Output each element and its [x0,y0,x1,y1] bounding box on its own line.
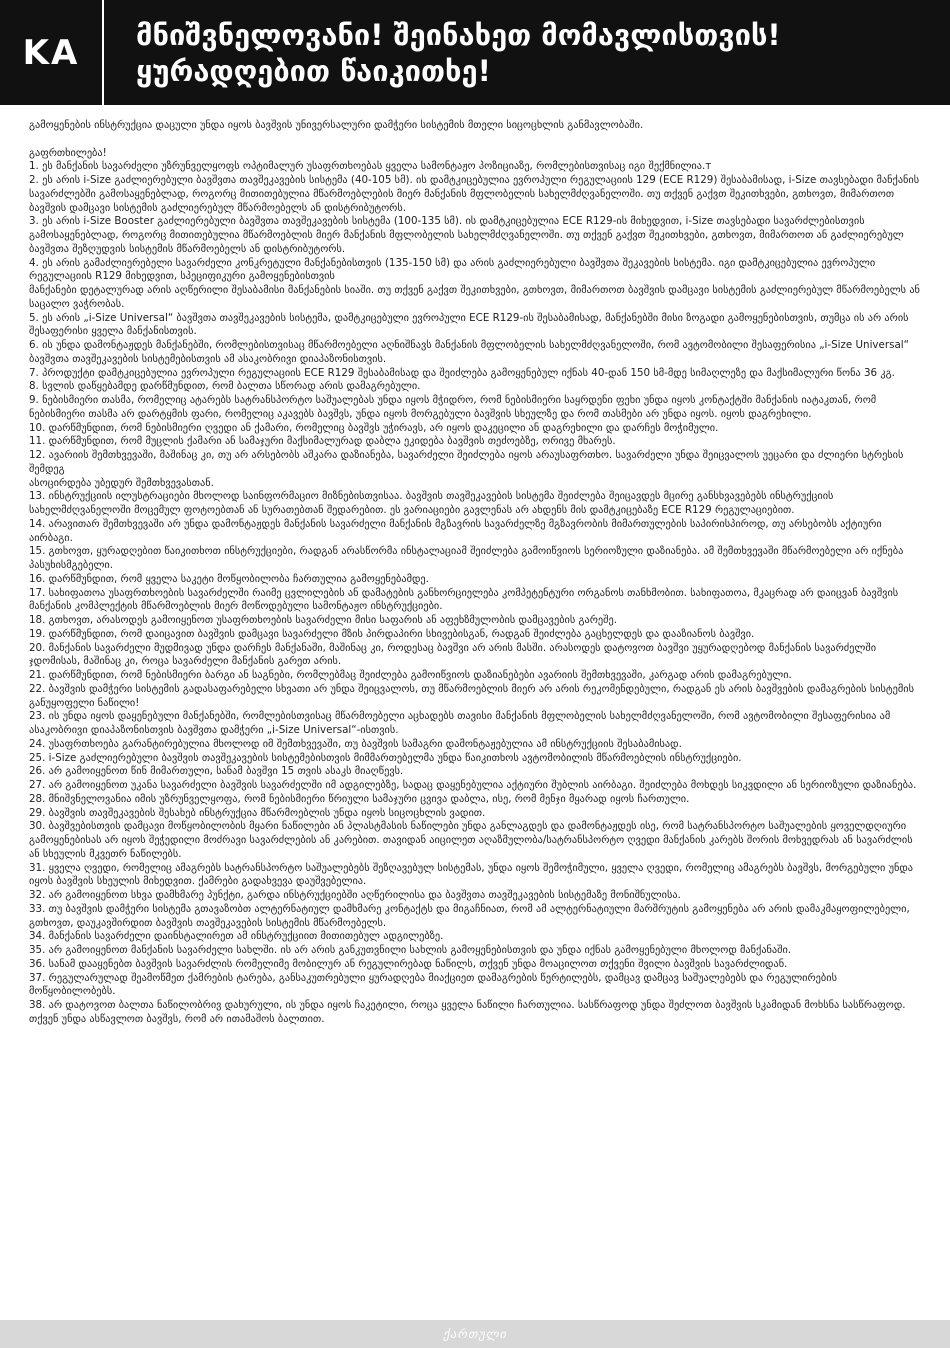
page-footer [0,1320,950,1348]
warning-item: 32. არ გამოიყენოთ სხვა დამხმარე პუნქტი, გარდა ინსტრუქციებში აღწერილისა და ბავშვთა თავშეკავების სისტემაზე მონიშნულისა. [29,889,681,901]
warning-item: 10. დარწმუნდით, რომ ნებისმიერი ღვედი ან ქამარი, რომელიც ბავშვს უჭირავს, არ იყოს დაკეცილი ან დაგრეხილი და დარჩეს მოჭიმული. [29,421,719,434]
warning-item: 34. მანქანის სავარძელი დაინსტალირეთ ამ ინსტრუქციით მითითებულ ადგილებზე. [29,930,444,943]
warning-item: 38. არ დატოვოთ ბალთა ნაწილობრივ დახურული, ის უნდა იყოს ჩაკეტილი, როცა ყველა ნაწილი ჩართულია. სასწრაფოდ უნდა შეძლოთ ბავშვის სკამიდან მოხსნა სასწრაფოდ. თქვენ უნდა ასწავლოთ ბავშვს, რომ არ ითამაშოს ბალთით. [29,999,906,1025]
warning-item: 28. მნიშვნელოვანია იმის უზრუნველყოფა, რომ ნებისმიერი წრიული სამაჯური ცვივა დაბლა, ისე, რომ მენჯი მყარად იყოს ჩართული. [29,792,690,805]
warning-item: 4. ეს არის გამაძლიერებელი სავარძელი კონკრეტული მანქანებისთვის (135-150 სმ) და არის გაძლიერებული ბავშვთა შეკავების სისტემა. იგი დამტკიცებულია ევროპული რეგულაციის R129 მიხედვით, სპეციფიკური გამოყენებისთვის [29,256,876,283]
warning-item: 33. თუ ბავშვის დამჭერი სისტემა გთავაზობთ ალტერნატიულ დამხმარე კონტაქტს და მიგაჩნიათ, რომ ამ ალტერნატიული მარშრუტის გამოყენება არ არის დამაკმაყოფილებელი, გთხოვთ, დაუკავშირდით ბავშვის თავშეკავების სისტემის მწარმოებელს. [29,902,910,929]
page-title [104,17,781,89]
warning-item: 27. არ გამოიყენოთ უკანა სავარძელი ბავშვის სავარძელში იმ ადგილებზე, სადაც დაყენებულია აქტიური შუბლის აირბაგი. შეიძლება მოხდეს სიკვდილი ან სერიოზული დაზიანება. [29,779,917,791]
warning-item: 2. ეს არის i-Size გაძლიერებული ბავშვთა თავშეკავების სისტემა (40-105 სმ). ის დამტკიცებულია ევროპული რეგულაციის 129 (ECE R129) შესაბამისად, i-Size თავსებადი მანქანის სავარძლებში გამოსაყენებლად, როგორც მითითებულია მწარმოებლების მიერ მანქანის მფლობელის სახელმძღვანელოში. თუ თქვენ გაქვთ შეკითხვები, გთხოვთ, მიმართოთ ბავშვის დამცავი სისტემის გაძლიერებულ მწარმოებელს ან დისტრიბუტორს. [29,174,920,214]
title-line-2: ყურადღებით წაიკითხე! [136,53,491,88]
instructions-body [29,119,921,1027]
warning-item: 23. ის უნდა იყოს დაყენებული მანქანებში, რომლებისთვისაც მწარმოებელი აცხადებს თავისი მანქანის მფლობელის სახელმძღვანელოში, რომ ავტომობილი შესაფერისია ამ ასაკობრივი დიაპაზონისთვის ბავშვთა დამჭერი „i-Size Universal“-ისთვის. [29,710,891,736]
language-badge [0,0,104,105]
warning-item: 25. i-Size გაძლიერებული ბავშვის თავშეკავების სისტემებისთვის მიმმართებელმა უნდა წაიკითხოს ავტომობილის მწარმოებლის ინსტრუქციები. [29,751,742,764]
warning-item: 24. უსაფრთხოება გარანტირებულია მხოლოდ იმ შემთხვევაში, თუ ბავშვის სამაგრი დამონტაჟებულია ამ ინსტრუქციის შესაბამისად. [29,737,682,750]
warning-item: მანქანები დეტალურად არის აღწერილი შესაბამისი მანქანების სიაში. თუ თქვენ გაქვთ შეკითხვები, გთხოვთ, მიმართოთ ბავშვის დამცავი სისტემის გაძლიერებულ მწარმოებელს ან საცალო ვაჭრობას. [29,284,920,310]
warning-item: 35. არ გამოიყენოთ მანქანის სავარძელი სახლში. ის არ არის განკუთვნილი სახლის გამოყენებისთვის და უნდა იქნას გამოყენებული მხოლოდ მანქანაში. [29,944,792,956]
page-header [0,0,950,105]
warning-item: 30. ბავშვებისთვის დამცავი მოწყობილობის მყარი ნაწილები ან პლასტმასის ნაწილები უნდა განლაგდეს და დამონტაჟდეს ისე, რომ სატრანსპორტო საშუალების ყოველდღიური გამოყენებისას არ იყოს შეჭედილი მოძრავი სავარძლების ან კარებით. თავიდან აიცილეთ აღაზმულობა/სატრანსპორტო ღვედი მანქანის კარებს შორის მოხვედრას ან სავარძლის ან სხეულის მკვეთრ ნაწილებს. [29,820,913,860]
warning-item: 17. სახიფათოა უსაფრთხოების სავარძელში რაიმე ცვლილების ან დამატების განხორციელება კომპეტენტური ორგანოს თანხმობით. სახიფათოა, მკაცრად არ დაიცვან ბავშვის მანქანის კომპლექტის მწარმოებლის მიერ მოწოდებული სამონტაჟო ინსტრუქციები. [29,586,899,613]
warning-item: ასოცირდება უბედურ შემთხვევასთან. [29,476,214,489]
warning-item: 13. ინსტრუქციის ილუსტრაციები მხოლოდ საინფორმაციო მიზნებისთვისაა. ბავშვის თავშეკავების სისტემა შეიძლება შეიცავდეს მცირე განსხვავებებს ინსტრუქციის სახელმძღვანელოში მოცემულ ფოტოებთან ან სურათებთან შედარებით. ეს ვარიაციები გავლენას არ ახდენს მის დამტკიცებაზე ECE R129 რეგულაციებით. [29,490,834,516]
warning-item: 18. გთხოვთ, არასოდეს გამოიყენოთ უსაფრთხოების სავარძელი მისი საფარის ან აფეხზმულობის დამცავების გარეშე. [29,614,617,626]
warning-item: 36. სანამ დააყენებთ ბავშვის სავარძლის რომელიმე მობილურ ან რეგულირებად ნაწილს, თქვენ უნდა მოაცილოთ თქვენი შვილი ბავშვის სავარძლიდან. [29,957,788,970]
language-code: KA [22,32,80,73]
warning-item: 12. ავარიის შემთხვევაში, მაშინაც კი, თუ არ არსებობს აშკარა დაზიანება, სავარძელი შეიძლება იყოს არაუსაფრთხო. სავარძელი უნდა შეიცვალოს უეცარი და ძლიერი სტრესის შემდეგ [29,449,904,475]
warning-item: 20. მანქანის სავარძელი მუდმივად უნდა დარჩეს მანქანაში, მაშინაც კი, როდესაც ბავშვი არ არის მასში. არასოდეს დატოვოთ ბავშვი უყურადღებოდ მანქანის სავარძელში ჯდომისას, მაშინაც კი, როცა სავარძელი მანქანის გარეთ არის. [29,641,877,668]
warning-item: 22. ბავშვის დამჭერი სისტემის გადასაფარებელი სხვათი არ უნდა შეიცვალოს, თუ მწარმოებლის მიერ არ არის რეკომენდებული, რადგან ეს არის ბავშვების დამაგრების სისტემის განუყოფელი ნაწილი! [29,682,914,709]
warning-item: 37. რეგულარულად შეამოწმეთ ქამრების ტარება, განსაკუთრებული ყურადღება მიაქციეთ დამაგრების წერტილებს, დამცავ დამცავ საშუალებებს და რეგულირების მოწყობილობებს. [29,971,837,998]
warning-item: 1. ეს მანქანის სავარძელი უზრუნველყოფს ოპტიმალურ უსაფრთხოებას ყველა სამონტაჟო პოზიციაზე, რომლებისთვისაც იგი შექმნილია.т [29,160,712,173]
warning-item: 14. არავითარ შემთხვევაში არ უნდა დამონტაჟდეს მანქანის სავარძელი მანქანის მგზავრის სავარძელზე მგზავრობის მიმართულების საპირისპიროდ, თუ არსებობს აქტიური აირბაგი. [29,517,882,544]
warning-heading: გაფრთხილება! [29,146,107,159]
warning-item: 16. დარწმუნდით, რომ ყველა საკეტი მოწყობილობა ჩართულია გამოყენებამდე. [29,572,429,585]
footer-language-label: ქართული [443,1327,507,1341]
warning-item: 19. დარწმუნდით, რომ დაიცავით ბავშვის დამცავი სავარძელი მზის პირდაპირი სხივებისგან, რადგან შეიძლება გაცხელდეს და დააზიანოს ბავშვი. [29,627,755,640]
warning-item: 3. ეს არის i-Size Booster გაძლიერებული ბავშვთა თავშეკავების სისტემა (100-135 სმ). ის დამტკიცებულია ECE R129-ის მიხედვით, i-Size თავსებადი სავარძლებისთვის გამოსაყენებლად, როგორც მითითებულია მწარმოებლის მიერ მანქანის მფლობელის სახელმძღვანელოში. თუ თქვენ გაქვთ შეკითხვები, გთხოვთ, მიმართოთ ან გაძლიერებულ ბავშვთა შეზღუდვის სისტემის მწარმოებელს ან დისტრიბუტორს. [29,215,904,255]
warning-item: 9. ნებისმიერი თასმა, რომელიც ატარებს სატრანსპორტო საშუალებას უნდა იყოს მჭიდრო, რომ ნებისმიერი საყრდენი ფეხი უნდა იყოს კონტაქტში მანქანის იატაკთან, რომ ნებისმიერი თასმა არ დარტყმის ფარი, რომელიც აკავებს ბავშვს, უნდა იყოს მორგებული ბავშვის სხეულზე და რომ თასმები არ უნდა იყოს. იყოს დაგრეხილი. [29,394,877,420]
warning-item: 15. გთხოვთ, ყურადღებით წაიკითხოთ ინსტრუქციები, რადგან არასწორმა ინსტალაციამ შეიძლება გამოიწვიოს სერიოზული დაზიანება. ამ შემთხვევაში მწარმოებელი არ იქნება პასუხისმგებელი. [29,545,904,571]
warning-item: 26. არ გამოიყენოთ წინ მიმართული, სანამ ბავშვი 15 თვის ასაკს მიაღწევს. [29,765,404,778]
warning-item: 5. ეს არის „i-Size Universal“ ბავშვთა თავშეკავების სისტემა, დამტკიცებული ევროპული ECE R129-ის შესაბამისად, მანქანებში მისი ზოგადი გამოყენებისთვის, თუმცა ის არ არის შესაფერისი ყველა მანქანისთვის. [29,311,909,338]
warning-item: 7. პროდუქტი დამტკიცებულია ევროპული რეგულაციის ECE R129 შესაბამისად და შეიძლება გამოყენებულ იქნას 40-დან 150 სმ-მდე სიმაღლეზე და მაქსიმალური წონა 36 კგ. [29,366,895,379]
warning-item: 8. სვლის დაწყებამდე დარწმუნდით, რომ ბალთა სწორად არის დამაგრებული. [29,380,421,393]
title-line-1: მნიშვნელოვანი! შეინახეთ მომავლისთვის! [136,17,781,52]
warning-list [29,160,921,1026]
warning-item: 11. დარწმუნდით, რომ მუცლის ქამარი ან სამაჯური მაქსიმალურად დაბლა ეკიდება ბავშვის თეძოებზე, ორივე მხარეს. [29,435,616,448]
warning-item: 6. ის უნდა დამონტაჟდეს მანქანებში, რომლებისთვისაც მწარმოებელი აღნიშნავს მანქანის მფლობელის სახელმძღვანელოში, რომ ავტომობილი შესაფერისია „i-Size Universal“ ბავშვთა თავშეკავების სისტემებისთვის ამ ასაკობრივი დიაპაზონისთვის. [29,339,909,365]
warning-item: 21. დარწმუნდით, რომ ნებისმიერი ბარგი ან საგნები, რომლებმაც შეიძლება გამოიწვიოს დაზიანებები ავარიის შემთხვევაში, კარგად არის დამაგრებული. [29,669,792,681]
warning-item: 31. ყველა ღვედი, რომელიც ამაგრებს სატრანსპორტო საშუალებებს შეზღავებულ სისტემას, უნდა იყოს შემოჭიმული, ყველა ღვედი, რომელიც ამაგრებს ბავშვს, მორგებული უნდა იყოს ბავშვის სხეულის მიხედვით. ქამრები გადახვევა დაუშვებელია. [29,861,914,888]
intro-paragraph: გამოყენების ინსტრუქცია დაცული უნდა იყოს ბავშვის უნივერსალური დამჭერი სისტემის მთელი სიცოცხლის განმავლობაში. [29,119,644,131]
warning-item: 29. ბავშვის თავშეკავების შესახებ ინსტრუქცია მწარმოებლის უნდა იყოს სიცოცხლის ვადით. [29,806,486,819]
